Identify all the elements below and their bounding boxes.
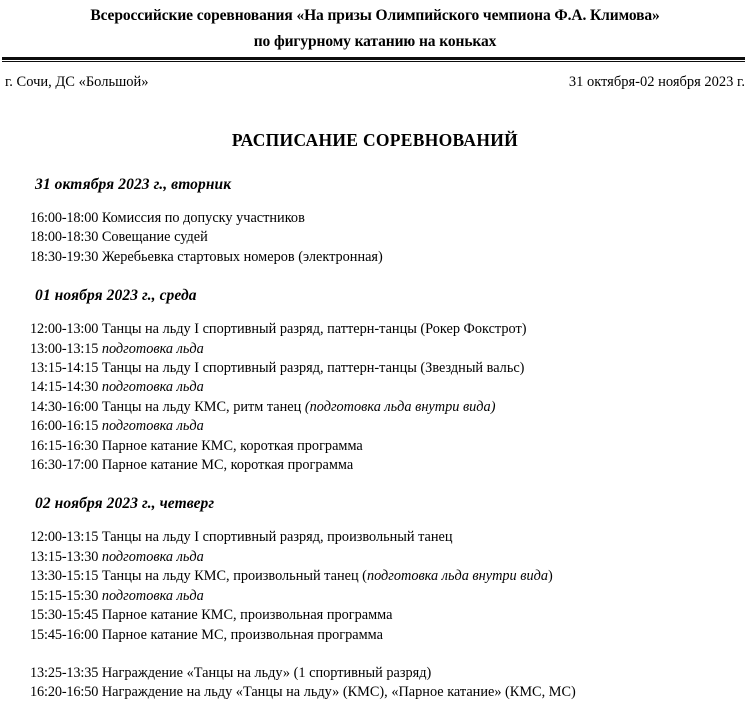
- masthead: [0, 0, 750, 54]
- entry-time: 14:15-14:30: [30, 379, 99, 396]
- entry-time: 12:00-13:00: [30, 321, 99, 338]
- entry-description: Парное катание МС, произвольная программа: [101, 626, 383, 643]
- schedule-list: [0, 175, 750, 703]
- entry-time: 18:30-19:30: [30, 248, 99, 265]
- entry-time: 13:15-14:15: [30, 360, 99, 377]
- entry-description: Совещание судей: [101, 229, 208, 246]
- entry-time: 16:20-16:50: [30, 684, 99, 701]
- schedule-entry: [30, 587, 750, 606]
- day-spacer: [0, 477, 750, 494]
- entry-description: Танцы на льду I спортивный разряд, произвольный танец: [101, 529, 453, 546]
- entry-time: 15:45-16:00: [30, 626, 99, 643]
- schedule-entry: [30, 378, 750, 397]
- entry-time: 16:00-18:00: [30, 210, 99, 226]
- schedule-entry: [30, 359, 750, 378]
- entry-description: Награждение на льду «Танцы на льду» (КМС), «Парное катание» (КМС, МС): [101, 684, 576, 701]
- masthead-title-line-1: Всероссийские соревнования «На призы Олимпийского чемпиона Ф.А. Климова»: [90, 7, 660, 24]
- schedule-entry: [30, 548, 750, 567]
- entry-note: подготовка льда внутри вида: [366, 568, 549, 585]
- schedule-day-entries: [0, 209, 750, 267]
- schedule-entry: [30, 398, 750, 417]
- schedule-entry: [30, 209, 750, 228]
- entry-description: Танцы на льду I спортивный разряд, паттерн-танцы (Звездный вальс): [101, 360, 525, 377]
- entry-description: Парное катание КМС, короткая программа: [101, 437, 363, 454]
- entry-description: Парное катание МС, короткая программа: [101, 457, 354, 474]
- entry-description: Жеребьевка стартовых номеров (электронная): [101, 248, 383, 265]
- schedule-entry: [30, 456, 750, 475]
- schedule-entry: [30, 626, 750, 645]
- entry-time: 16:15-16:30: [30, 437, 99, 454]
- entry-note: (подготовка льда внутри вида): [304, 398, 496, 415]
- awards-spacer: [30, 645, 750, 664]
- entry-time: 18:00-18:30: [30, 229, 99, 246]
- schedule-day-entries: [0, 528, 750, 702]
- schedule-day-title: 31 октября 2023 г., вторник: [35, 176, 232, 193]
- schedule-day-title: 01 ноября 2023 г., среда: [35, 287, 197, 305]
- entry-time: 13:30-15:15: [30, 568, 99, 585]
- schedule-day-title: 02 ноября 2023 г., четверг: [35, 495, 215, 513]
- entry-description: Танцы на льду I спортивный разряд, паттерн-танцы (Рокер Фокстрот): [101, 321, 527, 338]
- day-spacer: [0, 269, 750, 286]
- entry-description: подготовка льда: [101, 418, 204, 435]
- entry-description: подготовка льда: [101, 379, 204, 396]
- schedule-entry: [30, 437, 750, 456]
- entry-time: 12:00-13:15: [30, 529, 99, 546]
- entry-description: подготовка льда: [101, 587, 204, 604]
- schedule-day-block: [0, 286, 750, 475]
- entry-time: 15:30-15:45: [30, 607, 99, 624]
- entry-description: Комиссия по допуску участников: [101, 210, 305, 226]
- masthead-title-line-2: по фигурному катанию на коньках: [253, 33, 497, 50]
- entry-description-tail: ): [548, 568, 553, 585]
- entry-description: Награждение «Танцы на льду» (1 спортивный разряд): [101, 664, 432, 681]
- entry-description: Парное катание КМС, произвольная программа: [101, 607, 393, 624]
- schedule-day-entries: [0, 320, 750, 475]
- venue-date-row: [0, 62, 750, 92]
- schedule-entry: [30, 228, 750, 247]
- entry-time: 14:30-16:00: [30, 398, 99, 415]
- entry-description: Танцы на льду КМС, произвольный танец (: [101, 568, 367, 585]
- venue-text: г. Сочи, ДС «Большой»: [5, 74, 149, 90]
- entry-time: 13:15-13:30: [30, 548, 99, 565]
- entry-time: 13:25-13:35: [30, 664, 99, 681]
- schedule-entry: [30, 606, 750, 625]
- schedule-day-block: [0, 175, 750, 267]
- schedule-entry: [30, 320, 750, 339]
- schedule-entry: [30, 683, 750, 702]
- schedule-entry: [30, 417, 750, 436]
- competition-dates-text: 31 октября-02 ноября 2023 г.: [568, 74, 745, 90]
- page-title: РАСПИСАНИЕ СОРЕВНОВАНИЙ: [231, 130, 519, 150]
- schedule-entry: [30, 340, 750, 359]
- schedule-entry: [30, 528, 750, 547]
- schedule-entry: [30, 664, 750, 683]
- entry-description: подготовка льда: [101, 548, 204, 565]
- entry-time: 16:30-17:00: [30, 457, 99, 474]
- entry-time: 15:15-15:30: [30, 587, 99, 604]
- schedule-entry: [30, 248, 750, 267]
- entry-description: Танцы на льду КМС, ритм танец: [101, 398, 305, 415]
- schedule-entry: [30, 567, 750, 586]
- entry-time: 13:00-13:15: [30, 340, 99, 357]
- entry-description: подготовка льда: [101, 340, 204, 357]
- schedule-day-block: [0, 494, 750, 702]
- entry-time: 16:00-16:15: [30, 418, 99, 435]
